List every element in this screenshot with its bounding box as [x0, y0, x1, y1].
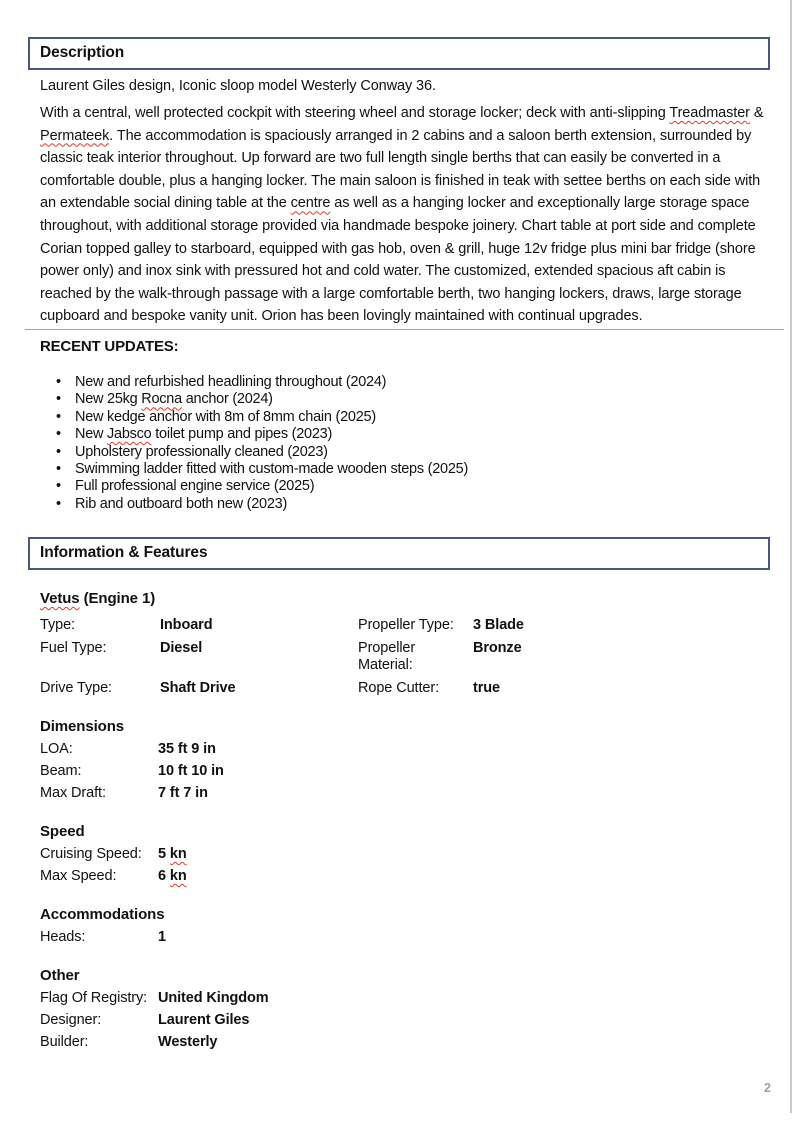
- update-item: • Upholstery professionally cleaned (2023): [40, 444, 770, 461]
- update-item: • Full professional engine service (2025): [40, 478, 770, 495]
- section-divider: [25, 329, 784, 330]
- misspelled-word: Rocna: [141, 391, 182, 408]
- spec-value: 35 ft 9 in: [158, 741, 216, 757]
- engine-specs-grid: [40, 617, 770, 697]
- misspelled-word: Permateek: [40, 127, 110, 144]
- spec-label: Propeller Material:: [358, 640, 416, 673]
- misspelled-word: kn: [169, 846, 187, 862]
- update-item: • Rib and outboard both new (2023): [40, 496, 770, 513]
- misspelled-word: centre: [290, 195, 331, 212]
- spec-value: United Kingdom: [158, 990, 269, 1006]
- recent-updates-list: [40, 374, 770, 513]
- description-body: With a central, well protected cockpit with steering wheel and storage locker; deck with anti-slipping Treadmaster & Permateek. The accommodation is spaciously arranged in 2 cabins and a saloon berth extension, surrounded by classic teak interior throughout. Up forward are two full length single berths that can easily be converted in a comfortable double, plus a hanging locker. The main saloon is finished in teak with settee berths on each side with an extendable social dining table at the centre as well as a hanging locker and exceptionally large storage space throughout, with additional storage provided via handmade bespoke joinery. Chart table at port side and complete Corian topped galley to starboard, equipped with gas hob, oven & grill, huge 12v fridge plus mini bar fridge (shore power only) and inox sink with pressured hot and cold water. The customized, extended spacious aft cabin is reached by the walk-through passage with a large comfortable berth, two hanging lockers, draws, large storage cupboard and bespoke vanity unit. Orion has been lovingly maintained with continual upgrades.: [40, 105, 764, 325]
- spec-label: Builder:: [40, 1034, 89, 1050]
- spec-value: Westerly: [158, 1034, 218, 1050]
- spec-value: 3 Blade: [473, 617, 524, 633]
- spec-label: Cruising Speed:: [40, 846, 142, 862]
- info-sections: [40, 718, 770, 1051]
- spec-label: Max Speed:: [40, 868, 117, 884]
- update-item: • New kedge anchor with 8m of 8mm chain (2025): [40, 409, 770, 426]
- spec-row: [40, 1034, 770, 1051]
- spec-value: Inboard: [160, 617, 213, 633]
- engine-section-heading: Vetus (Engine 1): [40, 590, 156, 607]
- spec-row: [40, 846, 770, 863]
- spec-label: Fuel Type:: [40, 640, 107, 656]
- spec-label: Type:: [40, 617, 75, 633]
- update-item: • New and refurbished headlining throughout (2024): [40, 374, 770, 391]
- description-intro: Laurent Giles design, Iconic sloop model Westerly Conway 36.: [40, 78, 436, 94]
- misspelled-word: Treadmaster: [669, 105, 750, 121]
- update-item: • New Jabsco toilet pump and pipes (2023): [40, 426, 770, 443]
- section-heading: Dimensions: [40, 718, 125, 735]
- information-title: Information & Features: [40, 544, 208, 561]
- information-content: [40, 590, 770, 1056]
- misspelled-word: Vetus: [40, 590, 80, 607]
- information-header-box: [28, 537, 770, 570]
- spec-row: [40, 1012, 770, 1029]
- spec-label: Propeller Type:: [358, 617, 454, 633]
- spec-label: Heads:: [40, 929, 86, 945]
- spec-value: 10 ft 10 in: [158, 763, 224, 779]
- spec-value: Shaft Drive: [160, 680, 236, 696]
- spec-row: [40, 929, 770, 946]
- spec-label: Drive Type:: [40, 680, 112, 696]
- misspelled-word: Jabsco: [107, 426, 152, 443]
- spec-value: Diesel: [160, 640, 203, 656]
- section-heading: Accommodations: [40, 906, 165, 923]
- spec-row: [40, 785, 770, 802]
- misspelled-word: kn: [169, 868, 187, 884]
- section-heading: Speed: [40, 823, 85, 840]
- update-item: • New 25kg Rocna anchor (2024): [40, 391, 770, 408]
- recent-updates-heading: RECENT UPDATES:: [40, 338, 179, 355]
- description-header-box: [28, 37, 770, 70]
- description-title: Description: [40, 44, 125, 61]
- spec-value: Laurent Giles: [158, 1012, 250, 1028]
- page-number: 2: [764, 1081, 771, 1095]
- spec-row: [40, 741, 770, 758]
- spec-value: 1: [158, 929, 166, 945]
- spec-label: Rope Cutter:: [358, 680, 440, 696]
- section-heading: Other: [40, 967, 80, 984]
- update-item: • Swimming ladder fitted with custom-made wooden steps (2025): [40, 461, 770, 478]
- spec-label: Designer:: [40, 1012, 102, 1028]
- spec-label: Beam:: [40, 763, 82, 779]
- spec-value: 5 kn: [158, 846, 187, 862]
- spec-value: 7 ft 7 in: [158, 785, 208, 801]
- spec-row: [40, 990, 770, 1007]
- spec-row: [40, 868, 770, 885]
- spec-value: Bronze: [473, 640, 522, 656]
- spec-value: true: [473, 680, 500, 696]
- spec-value: 6 kn: [158, 868, 187, 884]
- spec-label: LOA:: [40, 741, 73, 757]
- spec-label: Flag Of Registry:: [40, 990, 148, 1006]
- spec-row: [40, 763, 770, 780]
- page-edge-line: [790, 0, 792, 1113]
- spec-label: Max Draft:: [40, 785, 106, 801]
